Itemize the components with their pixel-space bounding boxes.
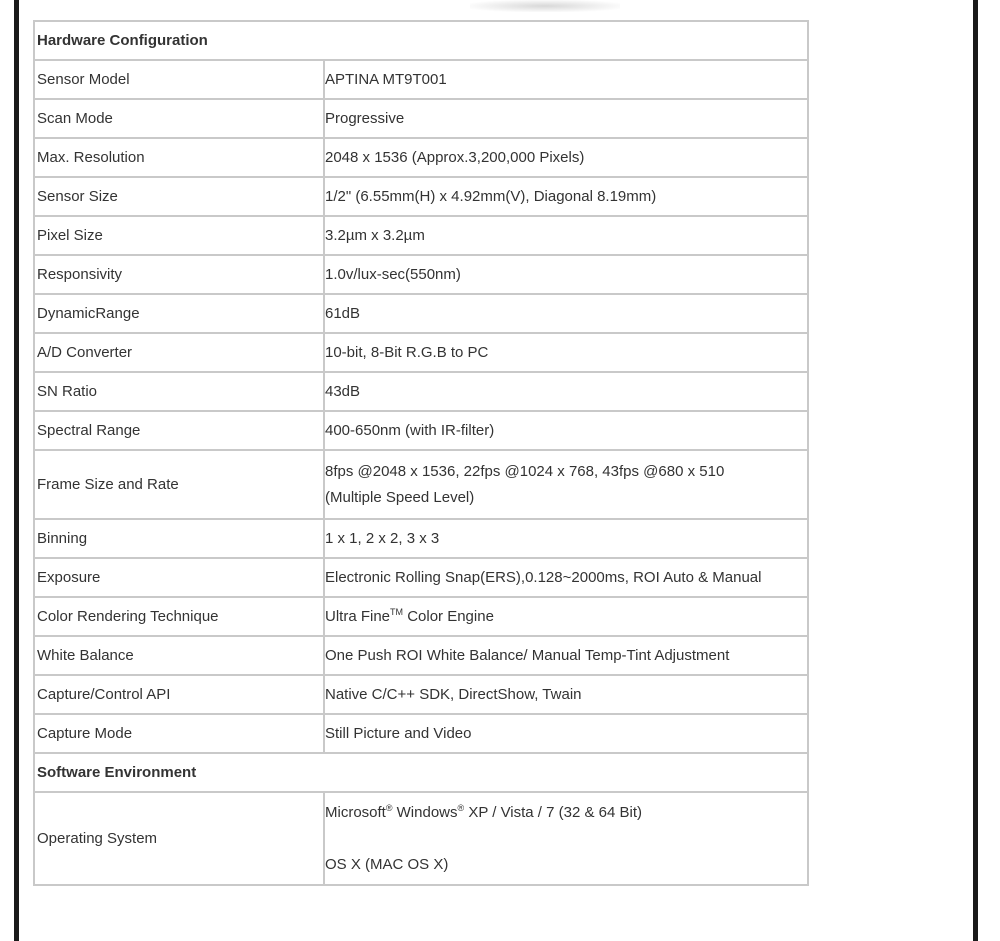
spec-value: 1.0v/lux-sec(550nm) — [325, 256, 809, 295]
spec-value: APTINA MT9T001 — [325, 61, 809, 100]
spec-table — [33, 20, 809, 886]
spec-value: Progressive — [325, 100, 809, 139]
spec-label: Max. Resolution — [35, 139, 325, 178]
page-frame-right — [973, 0, 978, 941]
spec-label: Sensor Size — [35, 178, 325, 217]
os-win-text: Windows — [392, 803, 458, 821]
spec-row-pixel-size — [35, 217, 809, 256]
spec-row-sn-ratio — [35, 373, 809, 412]
spec-label: Scan Mode — [35, 100, 325, 139]
section-row-software — [35, 754, 809, 793]
section-title-software: Software Environment — [35, 754, 809, 793]
spec-label: Color Rendering Technique — [35, 598, 325, 637]
spec-row-sensor-model — [35, 61, 809, 100]
spec-label: Responsivity — [35, 256, 325, 295]
section-title-hardware: Hardware Configuration — [35, 22, 809, 61]
spec-label: Capture/Control API — [35, 676, 325, 715]
spec-row-frame-size-rate — [35, 451, 809, 520]
spec-value: 10-bit, 8-Bit R.G.B to PC — [325, 334, 809, 373]
spec-row-ad-converter — [35, 334, 809, 373]
spec-row-capture-mode — [35, 715, 809, 754]
spec-row-dynamic-range — [35, 295, 809, 334]
spec-value — [325, 451, 809, 520]
spec-label: A/D Converter — [35, 334, 325, 373]
spec-label: Spectral Range — [35, 412, 325, 451]
spec-value: 61dB — [325, 295, 809, 334]
spec-value: Still Picture and Video — [325, 715, 809, 754]
spec-value: Electronic Rolling Snap(ERS),0.128~2000ms, ROI Auto & Manual — [325, 559, 809, 598]
spec-row-scan-mode — [35, 100, 809, 139]
spec-value: 2048 x 1536 (Approx.3,200,000 Pixels) — [325, 139, 809, 178]
spec-label: Capture Mode — [35, 715, 325, 754]
spec-label: Exposure — [35, 559, 325, 598]
spec-row-sensor-size — [35, 178, 809, 217]
trademark-mark: TM — [390, 606, 404, 617]
spec-row-exposure — [35, 559, 809, 598]
spec-value: 400-650nm (with IR-filter) — [325, 412, 809, 451]
section-row-hardware — [35, 22, 809, 61]
spec-value: Native C/C++ SDK, DirectShow, Twain — [325, 676, 809, 715]
header-image-fragment — [470, 0, 620, 12]
spec-label: Pixel Size — [35, 217, 325, 256]
os-mac-line: OS X (MAC OS X) — [325, 855, 449, 873]
spec-value-text: Color Engine — [403, 607, 494, 625]
spec-label: Binning — [35, 520, 325, 559]
spec-label: Sensor Model — [35, 61, 325, 100]
registered-mark: ® — [385, 802, 393, 813]
page-frame-left — [14, 0, 19, 941]
spec-value: 1/2" (6.55mm(H) x 4.92mm(V), Diagonal 8.19mm) — [325, 178, 809, 217]
spec-value — [325, 598, 809, 637]
spec-row-spectral-range — [35, 412, 809, 451]
spec-value: One Push ROI White Balance/ Manual Temp-Tint Adjustment — [325, 637, 809, 676]
spec-row-color-rendering — [35, 598, 809, 637]
spec-row-white-balance — [35, 637, 809, 676]
os-ms-text: Microsoft — [325, 803, 386, 821]
spec-value-line: 8fps @2048 x 1536, 22fps @1024 x 768, 43fps @680 x 510 — [325, 462, 725, 480]
spec-label: Operating System — [35, 793, 325, 886]
spec-row-max-resolution — [35, 139, 809, 178]
spec-row-binning — [35, 520, 809, 559]
spec-row-capture-api — [35, 676, 809, 715]
spec-value: 3.2µm x 3.2µm — [325, 217, 809, 256]
spec-label: SN Ratio — [35, 373, 325, 412]
spec-label: Frame Size and Rate — [35, 451, 325, 520]
os-win-versions: XP / Vista / 7 (32 & 64 Bit) — [464, 803, 643, 821]
spec-row-operating-system — [35, 793, 809, 886]
spec-value: 43dB — [325, 373, 809, 412]
spec-value-line: (Multiple Speed Level) — [325, 488, 475, 506]
spec-row-responsivity — [35, 256, 809, 295]
os-windows-line — [325, 800, 805, 826]
spec-value-text: Ultra Fine — [325, 607, 391, 625]
spec-value: 1 x 1, 2 x 2, 3 x 3 — [325, 520, 809, 559]
spec-value — [325, 793, 809, 886]
registered-mark: ® — [457, 802, 465, 813]
spec-label: DynamicRange — [35, 295, 325, 334]
spec-label: White Balance — [35, 637, 325, 676]
